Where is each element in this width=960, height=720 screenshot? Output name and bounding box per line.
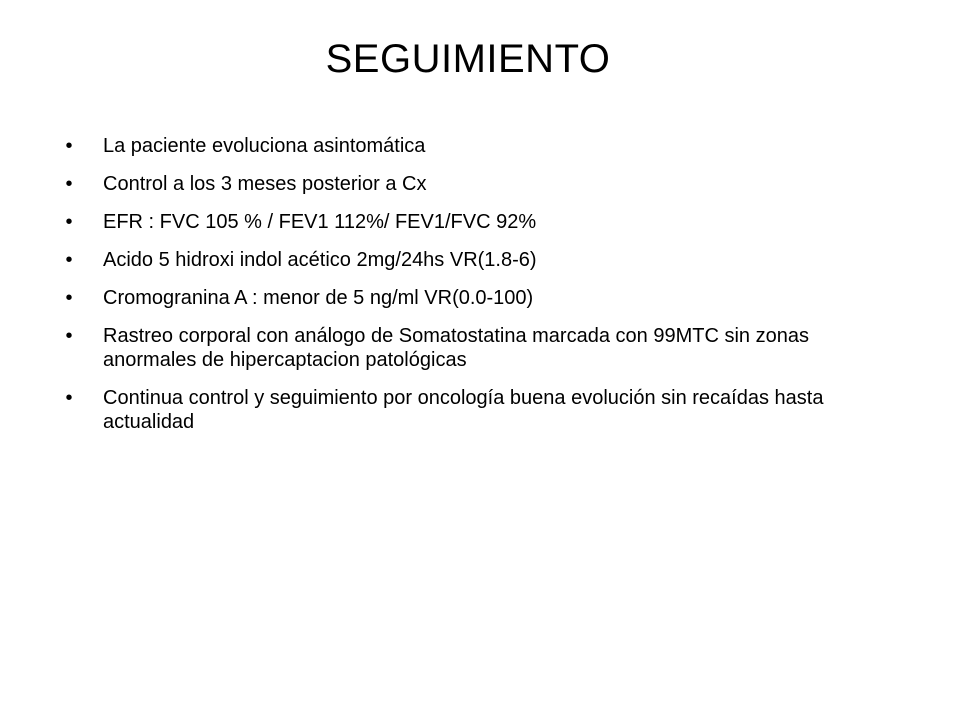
bullet-list xyxy=(62,134,902,448)
bullet-dot-icon: • xyxy=(65,211,73,233)
bullet-text: Cromogranina A : menor de 5 ng/ml VR(0.0-100) xyxy=(103,287,534,309)
bullet-dot-icon: • xyxy=(65,249,73,271)
bullet-item xyxy=(62,386,902,434)
bullet-text: Control a los 3 meses posterior a Cx xyxy=(103,173,427,195)
bullet-text: Acido 5 hidroxi indol acético 2mg/24hs VR(1.8-6) xyxy=(103,249,537,271)
bullet-item xyxy=(62,324,902,372)
bullet-dot-icon: • xyxy=(65,135,73,157)
bullet-item xyxy=(62,286,902,310)
bullet-item xyxy=(62,248,902,272)
bullet-item xyxy=(62,172,902,196)
bullet-dot-icon: • xyxy=(65,173,73,195)
bullet-dot-icon: • xyxy=(65,287,73,309)
bullet-dot-icon: • xyxy=(65,387,73,409)
bullet-text: La paciente evoluciona asintomática xyxy=(103,135,426,157)
slide-title: SEGUIMIENTO xyxy=(325,37,611,81)
bullet-text: Rastreo corporal con análogo de Somatostatina marcada con 99MTC sin zonas anormales de hipercaptacion patológicas xyxy=(103,325,809,371)
bullet-item xyxy=(62,210,902,234)
bullet-text: EFR : FVC 105 % / FEV1 112%/ FEV1/FVC 92% xyxy=(103,211,537,233)
bullet-dot-icon: • xyxy=(65,325,73,347)
bullet-text: Continua control y seguimiento por oncología buena evolución sin recaídas hasta actualidad xyxy=(103,387,824,433)
bullet-item xyxy=(62,134,902,158)
